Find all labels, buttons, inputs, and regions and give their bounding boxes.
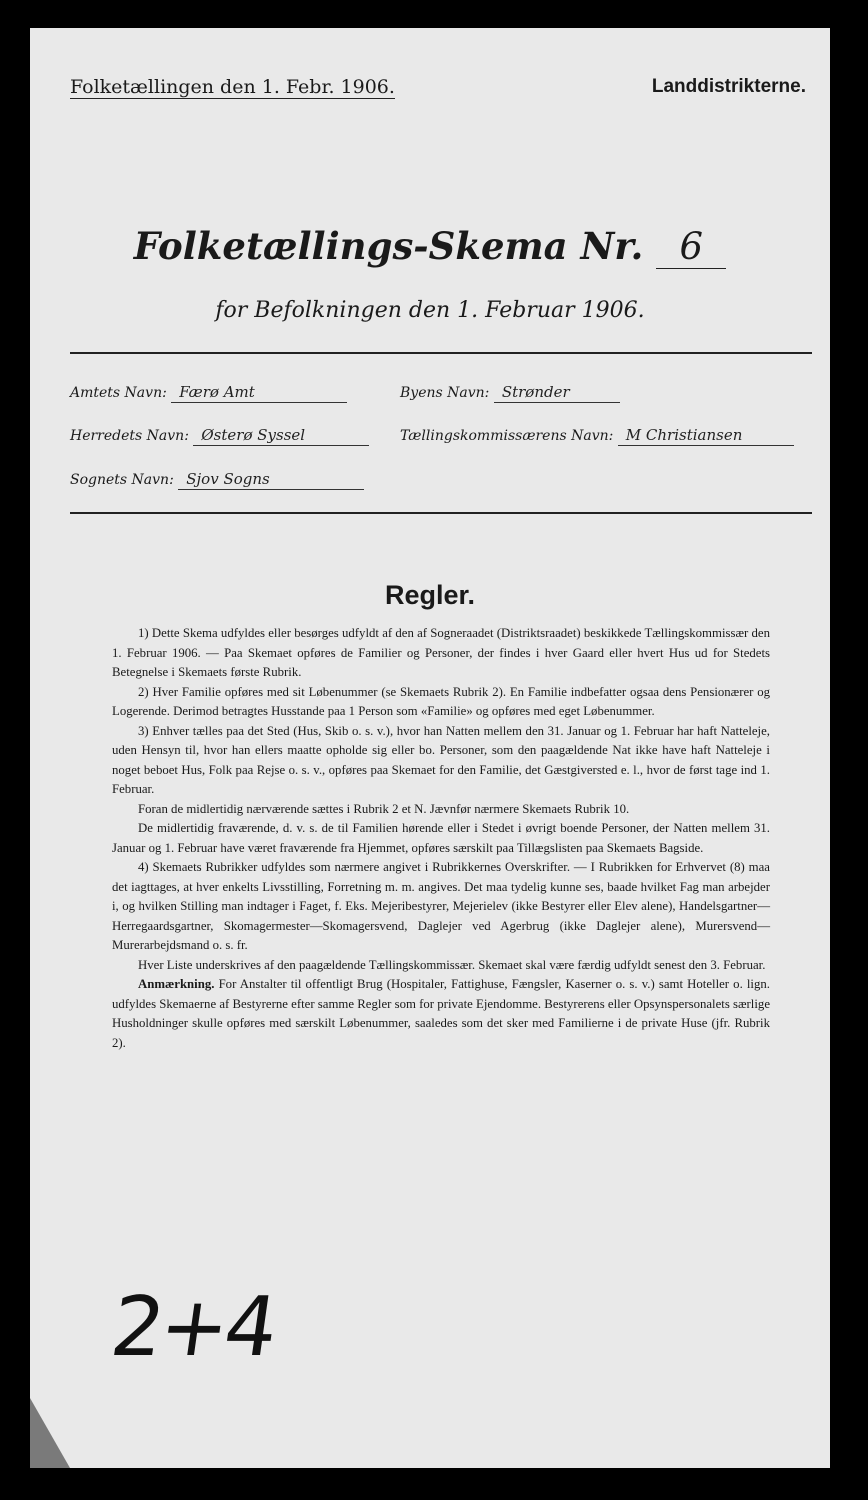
rule-paragraph: De midlertidig fraværende, d. v. s. de til Familien hørende eller i Stedet i øvrigt boende Personer, der Natten mellem 31. Januar og 1. Februar have været fraværende fra Hjemmet, opføres særskilt paa Tillægslisten paa Skemaets Bagside. [112,821,770,855]
rule-paragraph: Foran de midlertidig nærværende sættes i Rubrik 2 et N. Jævnfør nærmere Skemaets Rubrik 10. [138,801,630,816]
kommissaer-label: Tællingskommissærens Navn: [400,428,614,444]
amt-value: Færø Amt [171,383,347,403]
amt-label: Amtets Navn: [70,385,167,401]
fields-divider [70,512,812,514]
form-number: 6 [656,225,726,269]
form-title-text: Folketællings-Skema Nr. [133,224,644,268]
rule-paragraph: 4) Skemaets Rubrikker udfyldes som nærmere angivet i Rubrikkernes Overskrifter. — I Rubrikken for Erhvervet (8) maa det iagttages, at hver enkelts Livsstilling, Forretning m. m. angives. Det maa tydelig kunne ses, baade hvilket Fag man arbejder i, og hvilken Stilling man indtager i Faget, f. Eks. Mejeribestyrer, Mejerielev (ikke Bestyrer eller Elev alene), Handelsgartner—Herregaardsgartner, Skomagermester—Skomagersvend, Daglejer ved Agerbrug (ikke Daglejer alene), Murersvend—Murerarbejdsmand o. s. fr. [112,860,770,952]
form-title [30,224,830,269]
by-value: Strønder [494,383,620,403]
sogn-field [70,470,364,490]
sogn-label: Sognets Navn: [70,472,174,488]
rules-text [112,624,770,1053]
rule-paragraph: 3) Enhver tælles paa det Sted (Hus, Skib o. s. v.), hvor han Natten mellem den 31. Januar og 1. Februar har haft Natteleje, uden Hensyn til, hvor han ellers maatte opholde sig eller bo. Personer, som den paagældende Nat ikke have haft Natteleje i noget beboet Hus, Folk paa Rejse o. s. v., opføres paa Skemaet for den Familie, det Gæstgiversted e. l., hvor de først tage ind 1. Februar. [112,723,770,796]
herred-label: Herredets Navn: [70,428,189,444]
sogn-value: Sjov Sogns [178,470,364,490]
note-label: Anmærkning. [138,977,215,991]
census-form-sheet [30,28,830,1468]
amt-field [70,383,347,403]
herred-value: Østerø Syssel [193,426,369,446]
by-label: Byens Navn: [400,385,490,401]
rule-paragraph: 2) Hver Familie opføres med sit Løbenummer (se Skemaets Rubrik 2). En Familie indbefatter ogsaa dens Pensionærer og Logerende. Derimod betragtes Husstande paa 1 Person som «Familie» og opføres med eget Løbenummer. [112,684,770,718]
herred-field [70,426,369,446]
folded-corner [30,1398,70,1468]
rule-paragraph: Hver Liste underskrives af den paagældende Tællingskommissær. Skemaet skal være færdig udfyldt senest den 3. Februar. [138,957,766,972]
rules-heading: Regler. [384,580,476,610]
by-field [400,383,620,403]
form-subtitle: for Befolkningen den 1. Februar 1906. [215,298,645,323]
census-date-header: Folketællingen den 1. Febr. 1906. [70,76,395,98]
top-divider [70,352,812,354]
kommissaer-value: M Christiansen [618,426,794,446]
kommissaer-field [400,426,794,446]
note-paragraph [112,975,770,1053]
handwritten-note: 2+4 [105,1280,280,1375]
rule-paragraph: 1) Dette Skema udfyldes eller besørges udfyldt af den af Sogneraadet (Distriktsraadet) beskikkede Tællingskommissær den 1. Februar 1906. — Paa Skemaet opføres de Familier og Personer, der findes i hver Gaard eller hvert Hus ud for Stedets Betegnelse i Skemaets første Rubrik. [112,626,770,679]
district-type-header: Landdistrikterne. [651,76,806,97]
note-text: For Anstalter til offentligt Brug (Hospitaler, Fattighuse, Fængsler, Kaserner o. s. v.) samt Hoteller o. lign. udfyldes Skemaerne af Bestyrerne efter samme Regler som for private Ejendomme. Bestyrerens eller Opsynspersonalets særlige Husholdninger skulle opføres med særskilt Løbenummer, saaledes som det sker med Familierne i de private Huse (jfr. Rubrik 2). [112,977,770,1050]
